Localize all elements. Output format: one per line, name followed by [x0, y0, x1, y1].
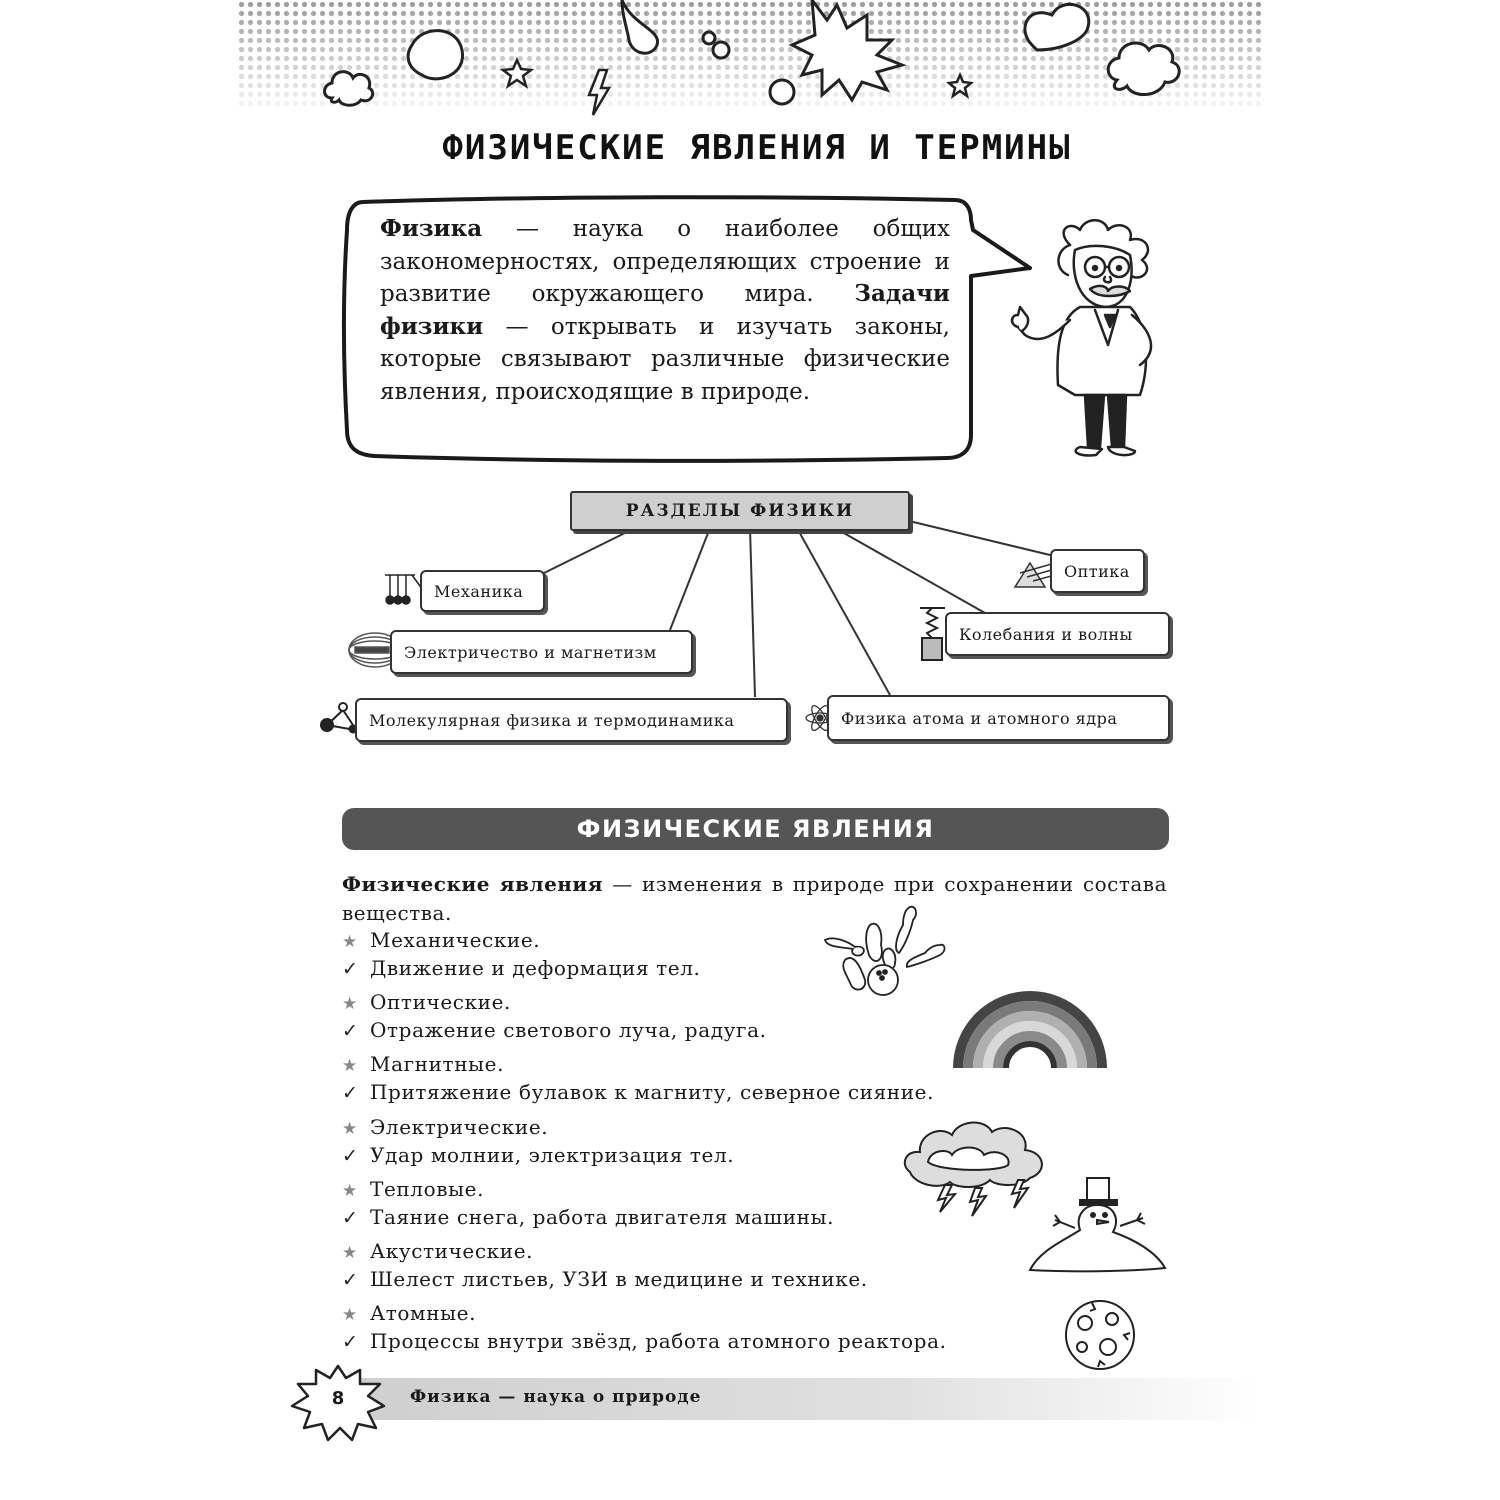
- list-item-type: ★ Электрические.: [342, 1115, 549, 1139]
- chapter-title: Физика — наука о природе: [410, 1387, 702, 1407]
- star-bullet-icon: ★: [342, 1305, 358, 1325]
- check-icon: ✓: [342, 1207, 359, 1229]
- list-item-example: ✓ Притяжение булавок к магниту, северное сияние.: [342, 1080, 935, 1104]
- branch-mechanics: Механика: [420, 570, 545, 612]
- phenomena-definition: [342, 870, 1167, 928]
- atomic-planet-icon: [1060, 1295, 1140, 1375]
- diagram-root-branches: РАЗДЕЛЫ ФИЗИКИ: [570, 491, 910, 531]
- star-bullet-icon: ★: [342, 994, 358, 1014]
- term-physics: Физика: [380, 215, 483, 242]
- list-item-example: ✓ Удар молнии, электризация тел.: [342, 1143, 735, 1167]
- melting-snowman-icon: [1025, 1170, 1170, 1275]
- prism-icon: [1015, 563, 1055, 587]
- page-number: 8: [331, 1388, 345, 1409]
- branch-molecular-thermodynamics: Молекулярная физика и термодинамика: [355, 698, 788, 742]
- branch-oscillations-waves: Колебания и волны: [945, 612, 1170, 656]
- intro-text: [380, 213, 950, 408]
- check-icon: ✓: [342, 1020, 359, 1042]
- definition-term: Физические явления: [342, 872, 604, 896]
- definition-text: — изменения в природе при сохранении состава вещества.: [342, 872, 1167, 925]
- bowling-pins-icon: [815, 905, 950, 1000]
- branch-atomic-nuclear: Физика атома и атомного ядра: [827, 695, 1170, 741]
- list-item-type: ★ Тепловые.: [342, 1177, 485, 1201]
- list-item-type: ★ Механические.: [342, 928, 541, 952]
- molecule-icon: [321, 703, 357, 733]
- star-bullet-icon: ★: [342, 1243, 358, 1263]
- ring-icon: [770, 80, 794, 104]
- check-icon: ✓: [342, 1145, 359, 1167]
- tasks-definition: — открывать и изучать законы, которые связывают различные физические явления, происходящие в природе.: [380, 313, 950, 405]
- list-item-example: ✓ Таяние снега, работа двигателя машины.: [342, 1205, 835, 1229]
- section-title-bar: ФИЗИЧЕСКИЕ ЯВЛЕНИЯ: [342, 808, 1169, 850]
- star-bullet-icon: ★: [342, 1181, 358, 1201]
- branch-optics: Оптика: [1050, 549, 1145, 593]
- list-item-example: ✓ Отражение светового луча, радуга.: [342, 1018, 767, 1042]
- check-icon: ✓: [342, 1269, 359, 1291]
- header-decoration: [237, 0, 1262, 120]
- list-item-example: ✓ Шелест листьев, УЗИ в медицине и технике.: [342, 1267, 868, 1291]
- check-icon: ✓: [342, 1331, 359, 1353]
- branch-electricity-magnetism: Электричество и магнетизм: [390, 630, 693, 674]
- list-item-type: ★ Магнитные.: [342, 1052, 505, 1076]
- list-item-type: ★ Атомные.: [342, 1301, 477, 1325]
- star-bullet-icon: ★: [342, 932, 358, 952]
- blob-shape-icon: [408, 31, 462, 79]
- term-physics-tasks: Задачи физики: [380, 280, 950, 340]
- physics-definition: — наука о наиболее общих закономерностях, определяющих строение и развитие окружающего мира.: [380, 216, 950, 307]
- list-item-type: ★ Оптические.: [342, 990, 512, 1014]
- star-bullet-icon: ★: [342, 1056, 358, 1076]
- check-icon: ✓: [342, 958, 359, 980]
- rainbow-icon: [950, 990, 1110, 1070]
- physics-branches-diagram: [315, 485, 1185, 755]
- page-title: ФИЗИЧЕСКИЕ ЯВЛЕНИЯ И ТЕРМИНЫ: [442, 128, 1072, 168]
- professor-illustration: [1000, 215, 1185, 465]
- list-item-type: ★ Акустические.: [342, 1239, 534, 1263]
- star-bullet-icon: ★: [342, 1119, 358, 1139]
- list-item-example: ✓ Процессы внутри звёзд, работа атомного реактора.: [342, 1329, 947, 1353]
- check-icon: ✓: [342, 1082, 359, 1104]
- list-item-example: ✓ Движение и деформация тел.: [342, 956, 701, 980]
- spring-weight-icon: [920, 608, 945, 660]
